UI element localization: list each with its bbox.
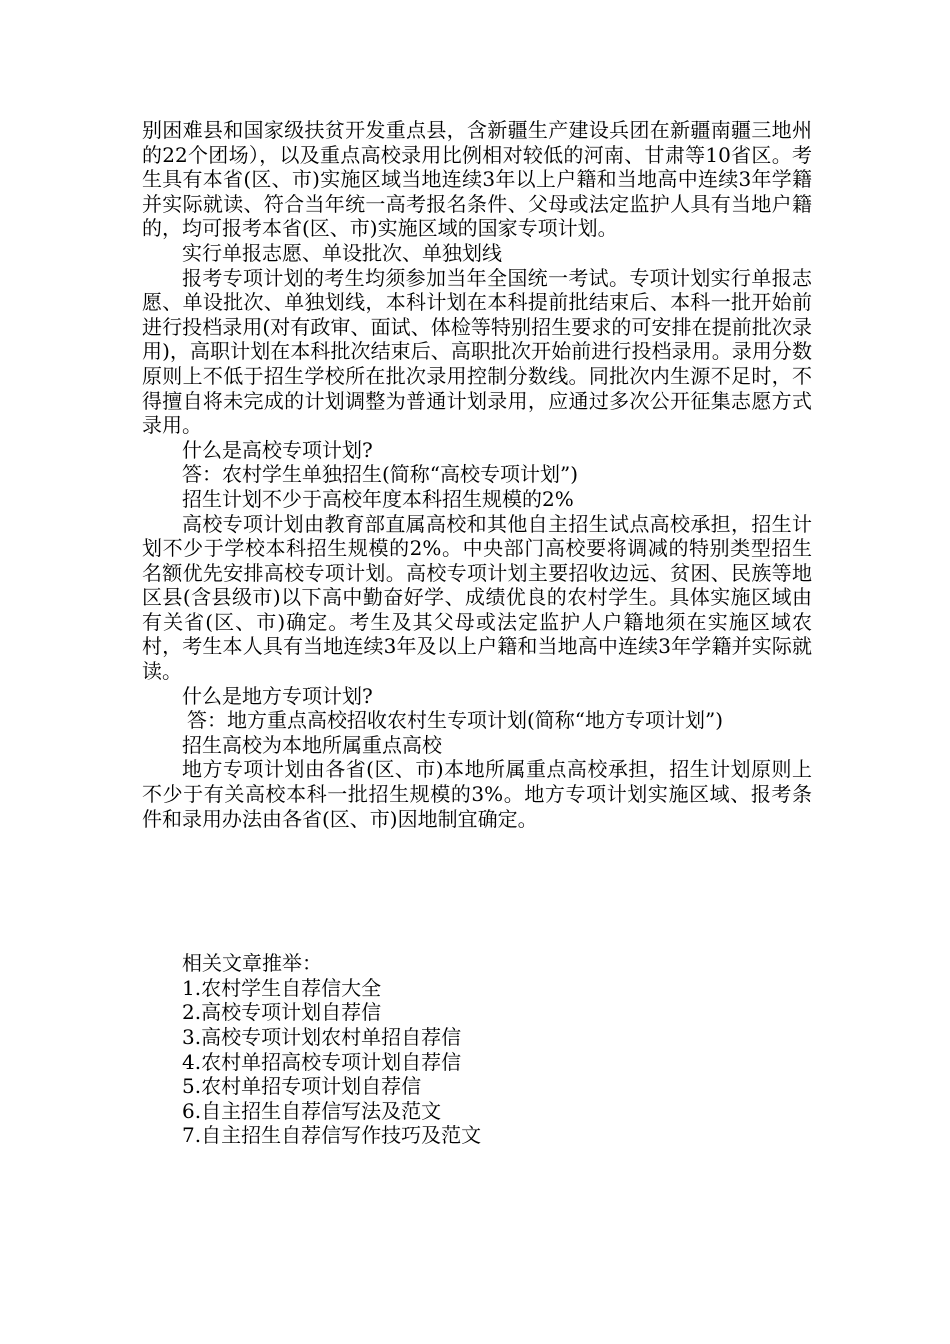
related-article-link[interactable]: 2.高校专项计划自荐信 [182,1000,382,1025]
related-article-link[interactable]: 4.农村单招高校专项计划自荐信 [182,1049,462,1074]
related-article-link[interactable]: 3.高校专项计划农村单招自荐信 [182,1025,462,1049]
related-articles [142,951,812,1148]
answer-line: 答：地方重点高校招收农村生专项计划(简称“地方专项计划”) [187,708,724,733]
related-article-link[interactable]: 6.自主招生自荐信写法及范文 [182,1098,442,1123]
section-heading: 招生高校为本地所属重点高校 [182,732,442,757]
body-paragraph: 地方专项计划由各省(区、市)本地所属重点高校承担，招生计划原则上不少于有关高校本科一批招生规模的3%。地方专项计划实施区域、报考条件和录用办法由各省(区、市)因地制宜确定。 [142,757,812,831]
document-page [142,118,812,1148]
related-article-link[interactable]: 5.农村单招专项计划自荐信 [182,1074,422,1099]
section-heading: 实行单报志愿、单设批次、单独划线 [182,240,502,265]
related-articles-list [142,976,812,1148]
related-article-link[interactable]: 7.自主招生自荐信写作技巧及范文 [182,1123,482,1148]
related-article-link[interactable]: 1.农村学生自荐信大全 [182,975,382,1000]
body-paragraph: 报考专项计划的考生均须参加当年全国统一考试。专项计划实行单报志愿、单设批次、单独划线，本科计划在本科提前批结束后、本科一批开始前进行投档录用(对有政审、面试、体检等特别招生要求的可安排在提前批次录用)，高职计划在本科批次结束后、高职批次开始前进行投档录用。录用分数原则上不低于招生学校所在批次录用控制分数线。同批次内生源不足时，不得擅自将未完成的计划调整为普通计划录用，应通过多次公开征集志愿方式录用。 [142,265,812,438]
question-heading: 什么是高校专项计划? [182,437,373,462]
question-heading: 什么是地方专项计划? [182,683,373,708]
related-articles-title: 相关文章推举： [182,951,322,976]
body-paragraph: 别困难县和国家级扶贫开发重点县，含新疆生产建设兵团在新疆南疆三地州的22个团场），以及重点高校录用比例相对较低的河南、甘肃等10省区。考生具有本省(区、市)实施区域当地连续3年以上户籍和当地高中连续3年学籍并实际就读、符合当年统一高考报名条件、父母或法定监护人具有当地户籍的，均可报考本省(区、市)实施区域的国家专项计划。 [142,118,812,241]
answer-line: 答：农村学生单独招生(简称“高校专项计划”) [182,462,579,487]
body-paragraph: 高校专项计划由教育部直属高校和其他自主招生试点高校承担，招生计划不少于学校本科招生规模的2%。中央部门高校要将调减的特别类型招生名额优先安排高校专项计划。高校专项计划主要招收边远、贫困、民族等地区县(含县级市)以下高中勤奋好学、成绩优良的农村学生。具体实施区域由有关省(区、市)确定。考生及其父母或法定监护人户籍地须在实施区域农村，考生本人具有当地连续3年及以上户籍和当地高中连续3年学籍并实际就读。 [142,511,812,684]
section-heading: 招生计划不少于高校年度本科招生规模的2% [182,486,574,511]
